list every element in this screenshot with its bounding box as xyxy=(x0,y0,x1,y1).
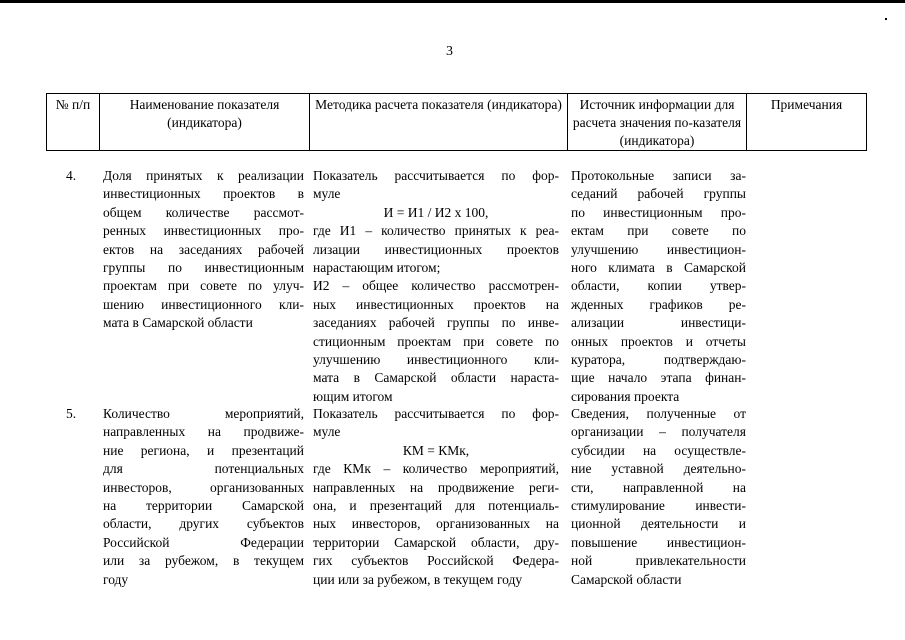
row-number: 5. xyxy=(66,406,77,421)
scan-top-border xyxy=(0,0,905,3)
page-number: 3 xyxy=(446,44,453,59)
indicator-name: Количество мероприятий, направленных на продвиже- ние региона, и презентаций для потенциальных инвесторов, организованных на территории Самарской области, других субъектов Российской Федерации или за рубежом, в текущем году xyxy=(103,406,304,587)
header-source: Источник информации для расчета значения по-казателя (индикатора) xyxy=(568,94,747,151)
calculation-method: Показатель рассчитывается по фор- муле КМ = КМк, где КМк – количество мероприятий, направленных на продвижение реги- она, и презентаций для потенциаль- ных инвесторов, организованных на территории Самарской области, дру- гих субъектов Российской Федера- ции или за рубежом, в текущем году xyxy=(313,406,559,587)
header-name: Наименование показателя (индикатора) xyxy=(100,94,310,151)
information-source: Протокольные записи за- седаний рабочей группы по инвестиционным про- ектам при совете по улучшению инвестицион- ного климата в Самарской области, копии утвер- жденных графиков ре- ализации инвестици- онных проектов и отчеты куратора, подтверждаю- щие начало этапа финан- сирования проекта xyxy=(571,168,746,404)
indicator-name: Доля принятых к реализации инвестиционных проектов в общем количестве рассмот- ренных инвестиционных про- ектов на заседаниях рабочей группы по инвестиционным проектам при совете по улуч- шению инвестиционного кли- мата в Самарской области xyxy=(103,168,304,331)
formula: И = И1 / И2 х 100, xyxy=(383,204,489,220)
information-source: Сведения, полученные от организации – получателя субсидии на осуществле- ние уставной деятельно- сти, направленной на стимулирование инвести- ционной деятельности и повышение инвестицион- ной привлекательности Самарской области xyxy=(571,406,746,587)
header-row xyxy=(47,94,867,151)
row-number: 4. xyxy=(66,168,77,183)
calculation-method: Показатель рассчитывается по фор- муле И = И1 / И2 х 100, где И1 – количество принятых к реа- лизации инвестиционных проектов нарастающим итогом; И2 – общее количество рассмотрен- ных инвестиционных проектов на заседаниях рабочей группы по инве- стиционным проектам при совете по улучшению инвестиционного кли- мата в Самарской области нараста- ющим итогом xyxy=(313,168,559,404)
scan-speck xyxy=(885,18,887,20)
header-method: Методика расчета показателя (индикатора) xyxy=(310,94,568,151)
table-header xyxy=(46,93,867,151)
header-notes: Примечания xyxy=(747,94,867,151)
formula: КМ = КМк, xyxy=(402,442,470,458)
header-num: № п/п xyxy=(47,94,100,151)
